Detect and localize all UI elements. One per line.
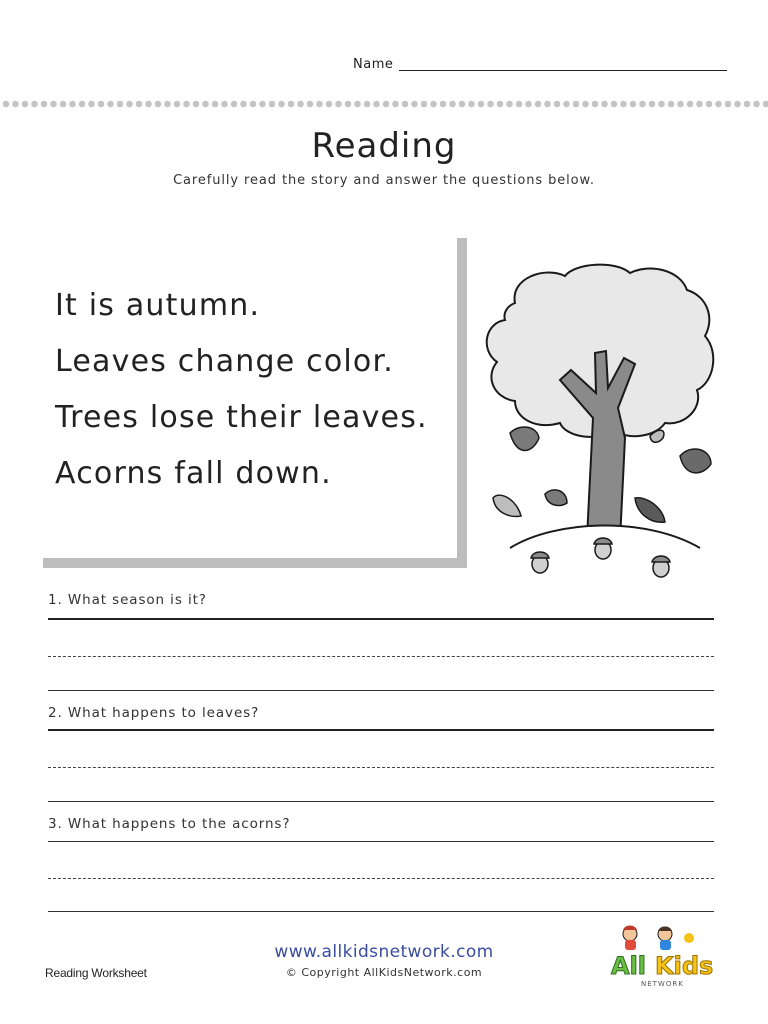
divider-dot [535, 101, 542, 108]
divider-dot [573, 101, 580, 108]
divider-dot [31, 101, 38, 108]
divider-dot [620, 101, 627, 108]
divider-dot [611, 101, 618, 108]
divider-dot [221, 101, 228, 108]
answer-3-base-line[interactable] [48, 911, 714, 912]
divider-dot [126, 101, 133, 108]
divider-dot [582, 101, 589, 108]
answer-1-top-line[interactable] [48, 618, 714, 620]
divider-dot [649, 101, 656, 108]
divider-dot [259, 101, 266, 108]
divider-dot [449, 101, 456, 108]
divider-dot [373, 101, 380, 108]
story-box-shadow-bottom [43, 558, 467, 568]
divider-dot [601, 101, 608, 108]
worksheet-label: Reading Worksheet [45, 966, 147, 980]
question-3: 3. What happens to the acorns? [48, 816, 291, 832]
divider-dot [12, 101, 19, 108]
divider-dot [630, 101, 637, 108]
logo-wordmark [607, 950, 719, 988]
answer-2-top-line[interactable] [48, 729, 714, 731]
autumn-tree-illustration [475, 258, 725, 588]
divider-dot [117, 101, 124, 108]
divider-dot [563, 101, 570, 108]
divider-dot [22, 101, 29, 108]
divider-dot [592, 101, 599, 108]
divider-dot [744, 101, 751, 108]
story-line: Acorns fall down. [55, 456, 332, 491]
divider-dot [421, 101, 428, 108]
name-label: Name [353, 57, 394, 72]
divider-dot [411, 101, 418, 108]
divider-dot [354, 101, 361, 108]
divider-dot [478, 101, 485, 108]
story-line: Trees lose their leaves. [55, 400, 428, 435]
logo-word-all: All [611, 952, 647, 980]
divider-dot [107, 101, 114, 108]
tree-trunk [560, 351, 635, 540]
answer-3-mid-line[interactable] [48, 878, 714, 879]
divider-dot [250, 101, 257, 108]
divider-dot [506, 101, 513, 108]
story-text [55, 278, 455, 502]
divider-dot [288, 101, 295, 108]
divider-dot [487, 101, 494, 108]
divider-dot [174, 101, 181, 108]
name-field-line[interactable] [399, 70, 727, 71]
divider-dot [145, 101, 152, 108]
copyright-text: © Copyright AllKidsNetwork.com [285, 966, 483, 979]
story-line: Leaves change color. [55, 344, 394, 379]
divider-dot [658, 101, 665, 108]
divider-dot [88, 101, 95, 108]
divider-dot [544, 101, 551, 108]
divider-dot [364, 101, 371, 108]
divider-dot [240, 101, 247, 108]
divider-dot [307, 101, 314, 108]
divider-dot [383, 101, 390, 108]
divider-dot [278, 101, 285, 108]
divider-dot [753, 101, 760, 108]
divider-dot [440, 101, 447, 108]
allkids-network-logo [603, 920, 723, 992]
divider-dot [155, 101, 162, 108]
divider-dot [183, 101, 190, 108]
divider-dot [687, 101, 694, 108]
answer-1-mid-line[interactable] [48, 656, 714, 657]
divider-dot [50, 101, 57, 108]
dotted-divider [0, 96, 768, 112]
answer-1-base-line[interactable] [48, 690, 714, 691]
divider-dot [212, 101, 219, 108]
answer-2-mid-line[interactable] [48, 767, 714, 768]
divider-dot [269, 101, 276, 108]
page-instructions: Carefully read the story and answer the questions below. [173, 173, 595, 188]
divider-dot [392, 101, 399, 108]
divider-dot [497, 101, 504, 108]
question-2: 2. What happens to leaves? [48, 705, 260, 721]
question-1: 1. What season is it? [48, 592, 207, 608]
website-link[interactable]: www.allkidsnetwork.com [274, 942, 494, 962]
divider-dot [668, 101, 675, 108]
logo-tagline: NETWORK [641, 980, 684, 988]
divider-dot [193, 101, 200, 108]
divider-dot [326, 101, 333, 108]
divider-dot [402, 101, 409, 108]
page-title: Reading [311, 126, 457, 166]
divider-dot [79, 101, 86, 108]
divider-dot [231, 101, 238, 108]
divider-dot [696, 101, 703, 108]
kids-figures-icon [623, 926, 694, 951]
divider-dot [164, 101, 171, 108]
divider-dot [516, 101, 523, 108]
divider-dot [136, 101, 143, 108]
divider-dot [345, 101, 352, 108]
answer-2-base-line[interactable] [48, 801, 714, 802]
divider-dot [60, 101, 67, 108]
story-line: It is autumn. [55, 288, 261, 323]
divider-dot [468, 101, 475, 108]
divider-dot [335, 101, 342, 108]
divider-dot [459, 101, 466, 108]
divider-dot [316, 101, 323, 108]
divider-dot [98, 101, 105, 108]
divider-dot [41, 101, 48, 108]
divider-dot [554, 101, 561, 108]
divider-dot [763, 101, 768, 108]
divider-dot [297, 101, 304, 108]
divider-dot [3, 101, 10, 108]
divider-dot [706, 101, 713, 108]
divider-dot [734, 101, 741, 108]
answer-3-top-line[interactable] [48, 841, 714, 842]
divider-dot [639, 101, 646, 108]
divider-dot [430, 101, 437, 108]
divider-dot [69, 101, 76, 108]
divider-dot [525, 101, 532, 108]
divider-dot [715, 101, 722, 108]
logo-word-kids: Kids [655, 952, 714, 980]
divider-dot [677, 101, 684, 108]
divider-dot [202, 101, 209, 108]
divider-dot [725, 101, 732, 108]
story-box-shadow-right [457, 238, 467, 568]
